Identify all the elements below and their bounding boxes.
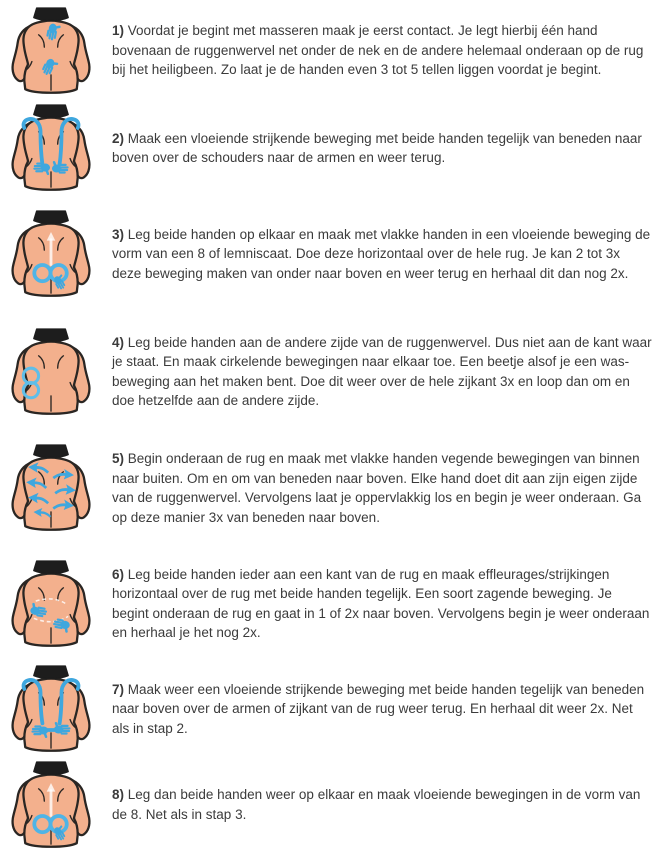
step-number: 7) <box>112 681 125 697</box>
step-description: Leg beide handen aan de andere zijde van de ruggenwervel. Dus niet aan de kant waar je staat. En maak cirkelende bewegingen naar elkaar toe. Een beetje alsof je een was-beweging aan het maken bent. Doe dit weer over de hele zijkant 3x en loop dan om en doe hetzelfde aan de andere zijde. <box>112 334 652 408</box>
step-text <box>112 225 666 284</box>
step-row-2 <box>0 101 666 195</box>
step-description: Voordat je begint met masseren maak je eerst contact. Je legt hierbij één hand bovenaan de ruggenwervel net onder de nek en de andere helemaal onderaan op de rug bij het heiligbeen. Zo laat je de handen even 3 tot 5 tellen liggen voordat je begint. <box>112 23 644 78</box>
back-upward-stroke-return-icon <box>0 664 112 754</box>
step-number: 8) <box>112 787 125 802</box>
back-sweeping-strokes-icon <box>0 443 112 533</box>
step-number: 3) <box>112 226 125 242</box>
back-upward-stroke-over-shoulders-icon <box>0 103 112 193</box>
step-number: 4) <box>112 334 125 350</box>
back-sawing-hands-icon <box>0 559 112 649</box>
back-circling-side-icon <box>0 327 112 417</box>
step-number: 5) <box>112 451 125 466</box>
back-two-hands-contact-icon <box>0 6 112 96</box>
back-figure-eight-repeat-icon <box>0 760 112 850</box>
step-description: Leg dan beide handen weer op elkaar en maak vloeiende bewegingen in de vorm van de 8. Net als in stap 3. <box>112 787 641 822</box>
step-number: 2) <box>112 130 125 146</box>
step-row-7 <box>0 661 666 757</box>
step-row-5 <box>0 430 666 546</box>
step-row-6 <box>0 546 666 661</box>
step-row-1 <box>0 0 666 101</box>
step-row-8 <box>0 757 666 852</box>
step-text <box>112 333 666 411</box>
step-description: Leg beide handen ieder aan een kant van de rug en maak effleurages/strijkingen horizontaal over de rug met beide handen tegelijk. Een soort zagende beweging. Je begint onderaan de rug en gaat in 1 of 2x naar boven. Vervolgens begin je weer onderaan en herhaal je het nog 2x. <box>112 566 650 640</box>
step-description: Leg beide handen op elkaar en maak met vlakke handen in een vloeiende beweging de vorm van een 8 of lemniscaat. Doe deze horizontaal over de hele rug. Je kan 2 tot 3x deze beweging maken van onder naar boven en weer terug en herhaal dit dan nog 2x. <box>112 226 651 281</box>
step-row-3 <box>0 195 666 313</box>
step-text <box>112 21 666 80</box>
step-number: 1) <box>112 23 125 39</box>
step-text <box>112 449 666 527</box>
step-row-4 <box>0 313 666 430</box>
step-text <box>112 680 666 739</box>
back-figure-eight-icon <box>0 209 112 299</box>
step-text <box>112 565 666 643</box>
step-description: Begin onderaan de rug en maak met vlakke handen vegende bewegingen van binnen naar buiten. Om en om van beneden naar boven. Elke hand doet dit aan zijn eigen zijde van de ruggenwervel. Vervolgens laat je oppervlakkig los en begin je weer onderaan. Ga op deze manier 3x van beneden naar boven. <box>112 451 642 525</box>
step-text <box>112 785 666 824</box>
step-number: 6) <box>112 566 125 582</box>
step-text <box>112 129 666 168</box>
step-description: Maak een vloeiende strijkende beweging met beide handen tegelijk van beneden naar boven over de schouders naar de armen en weer terug. <box>112 130 642 165</box>
step-description: Maak weer een vloeiende strijkende beweging met beide handen tegelijk van beneden naar boven over de armen of zijkant van de rug weer terug. En herhaal dit weer 2x. Net als in stap 2. <box>112 681 645 736</box>
